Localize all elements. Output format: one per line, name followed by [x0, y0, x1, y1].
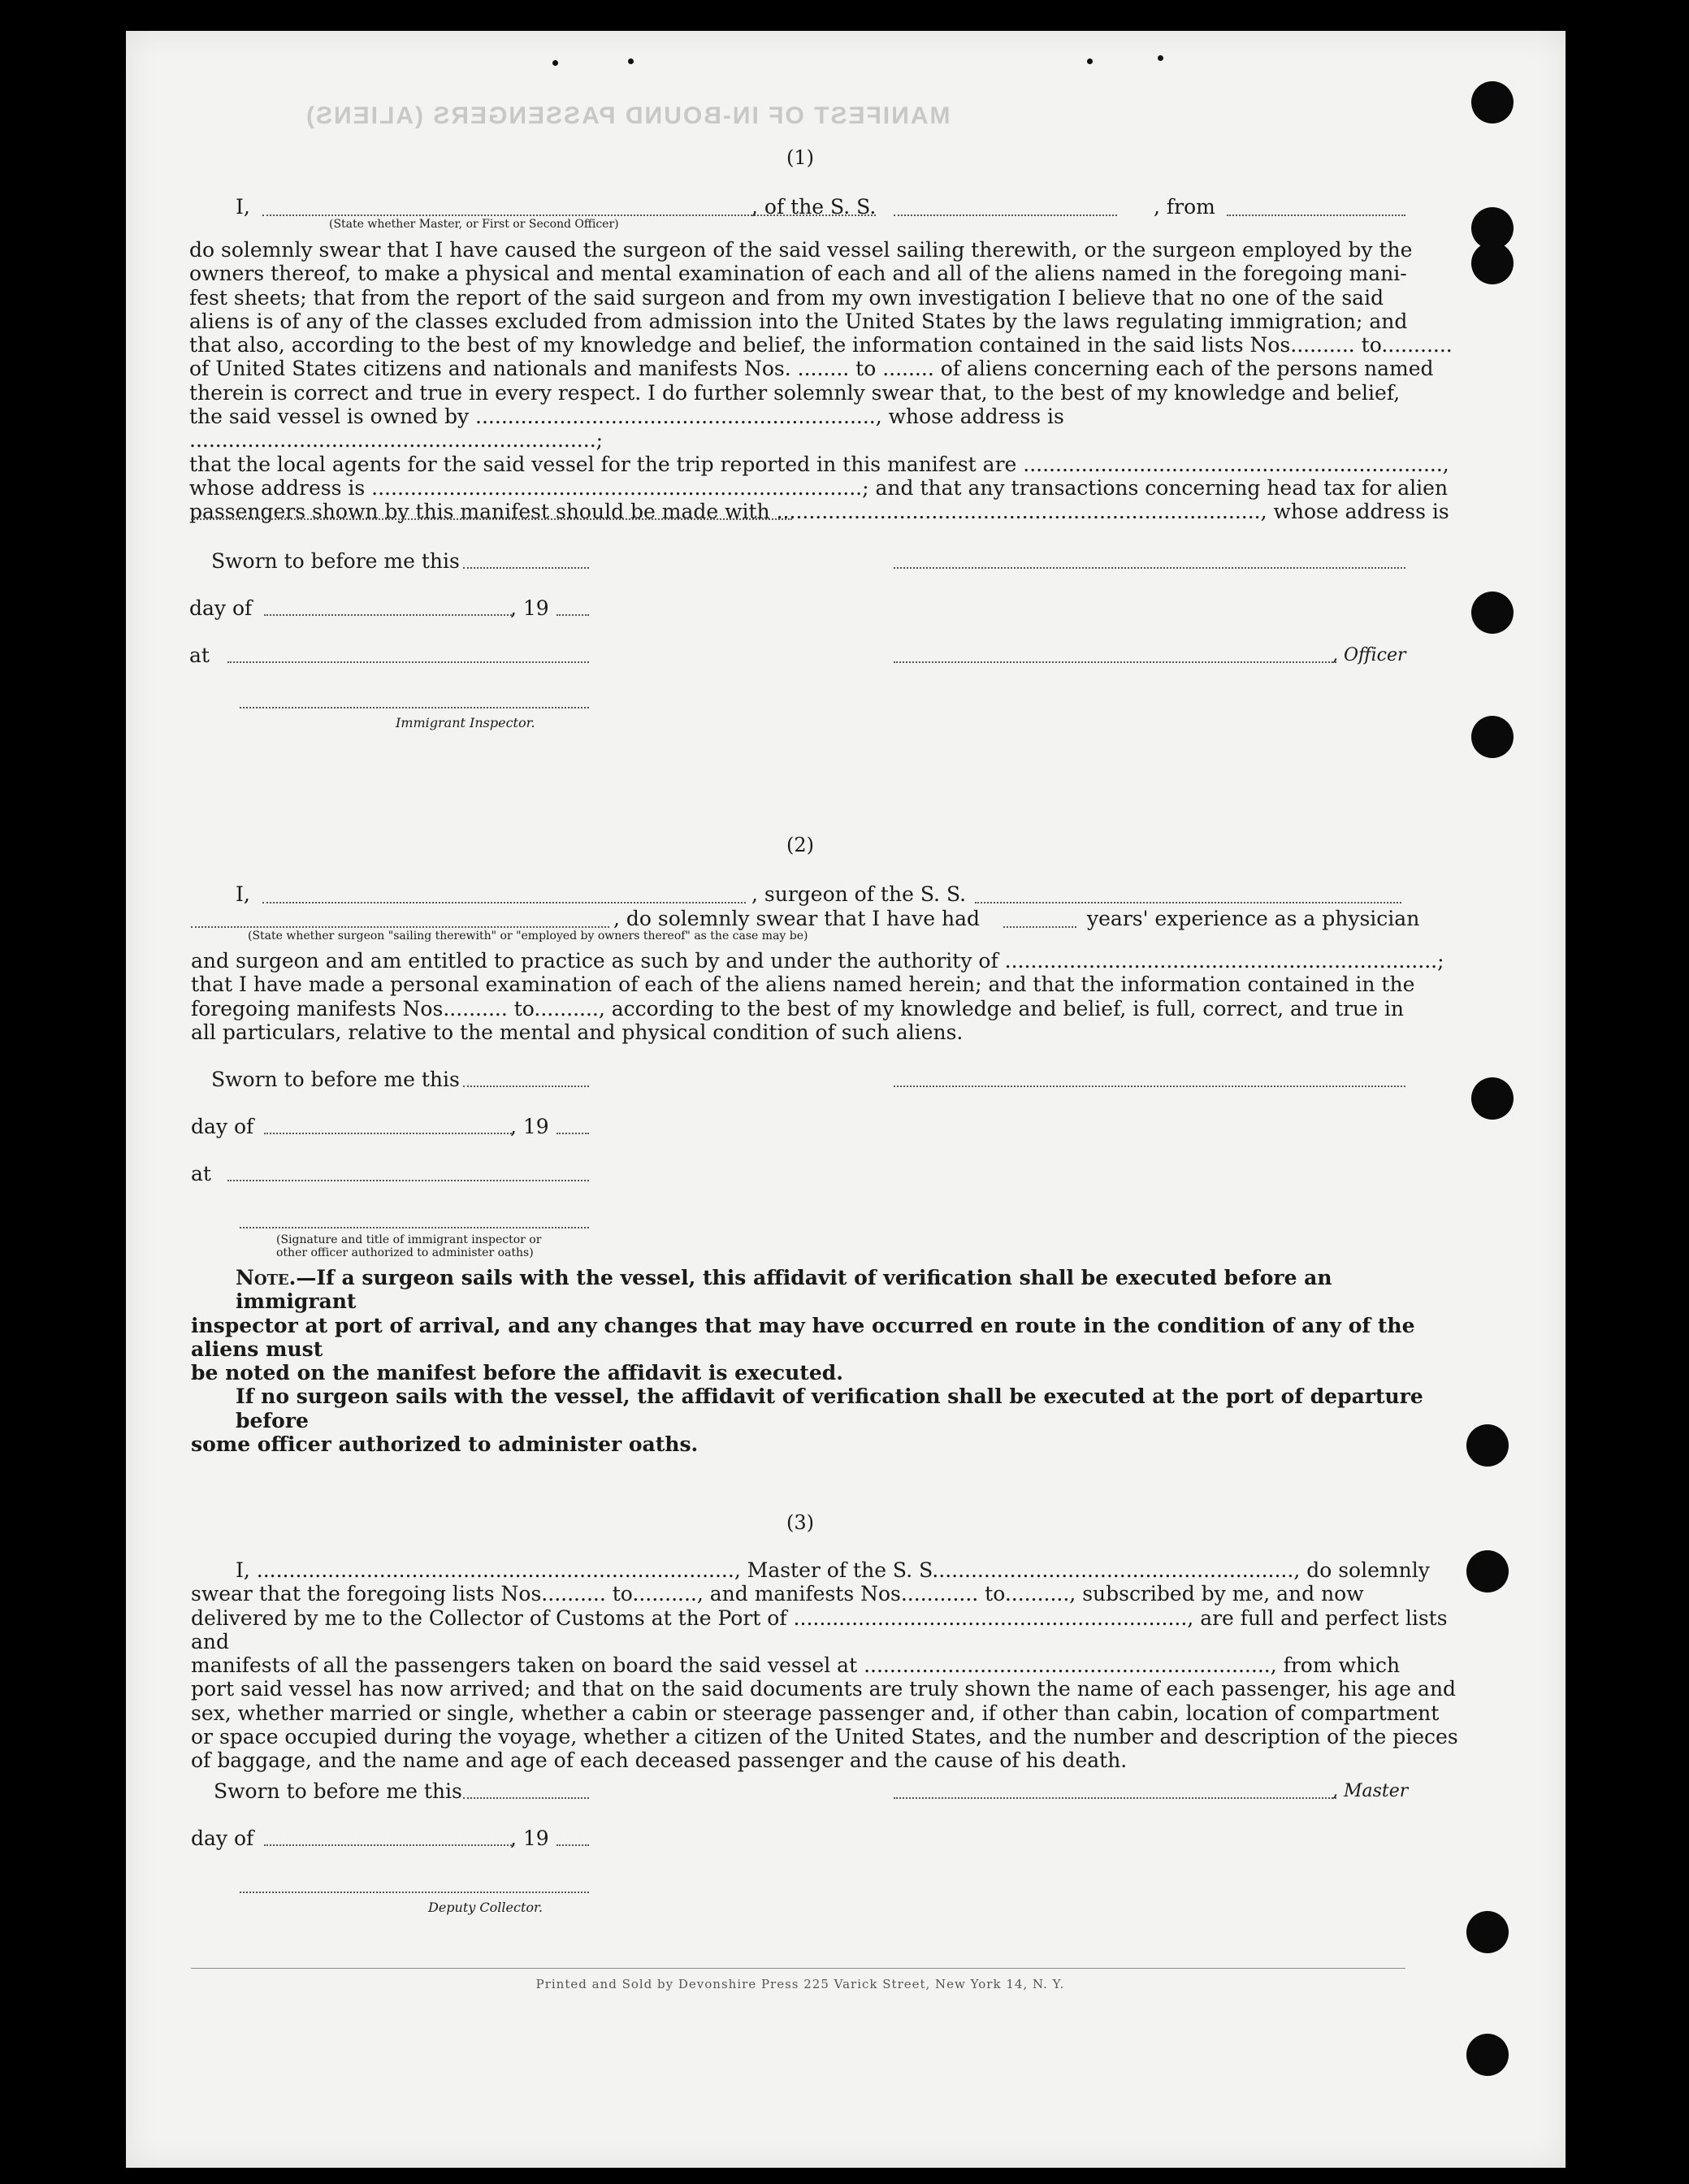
deputy-signature-blank — [240, 1892, 589, 1893]
section3-year-blank — [557, 1844, 589, 1846]
section3-day-blank — [264, 1844, 512, 1846]
punch-hole — [1471, 1077, 1514, 1120]
section3-deputy-label: Deputy Collector. — [428, 1900, 543, 1915]
section1-day-of: day of — [189, 596, 253, 620]
section3-body-line: I, .........................................................................., Master of the S. S........................................................, do solemnly — [236, 1558, 1430, 1582]
section1-body-line: passengers shown by this manifest should be made with ..........................................................................., whose address is — [189, 500, 1449, 524]
section1-body-line: owners thereof, to make a physical and mental examination of each and all of the aliens named in the foregoing mani- — [189, 262, 1407, 286]
punch-hole — [1466, 2034, 1509, 2076]
section1-from: , from — [1154, 195, 1215, 219]
section3-body-line: of baggage, and the name and age of each deceased passenger and the cause of his death. — [191, 1748, 1128, 1773]
section1-sworn: Sworn to before me this — [211, 549, 460, 573]
section1-of-ss: , of the S. S. — [751, 195, 877, 219]
speck-mark — [1087, 58, 1093, 64]
note-line: be noted on the manifest before the affidavit is executed. — [191, 1361, 843, 1385]
section2-note — [191, 1266, 1458, 1456]
section2-body-line: all particulars, relative to the mental and physical condition of such aliens. — [191, 1020, 964, 1044]
section1-body-line: that the local agents for the said vessel for the trip reported in this manifest are ................................................................., — [189, 452, 1449, 476]
section3-year: , 19 — [510, 1826, 549, 1850]
section3-body-line: swear that the foregoing lists Nos.......... to.........., and manifests Nos............ to.........., subscribed by me, and now — [191, 1582, 1364, 1606]
punch-hole — [1466, 1911, 1509, 1953]
section2-at: at — [191, 1162, 211, 1185]
punch-hole — [1471, 592, 1514, 634]
section3-body-line: delivered by me to the Collector of Customs at the Port of ............................................................., are full and perfect lists and — [191, 1606, 1448, 1653]
punch-hole — [1471, 81, 1514, 124]
section2-years: years' experience as a physician — [1087, 907, 1420, 930]
section2-swear: , do solemnly swear that I have had — [613, 907, 981, 930]
section1-year: , 19 — [510, 596, 549, 620]
vessel-name-blank — [894, 214, 1117, 216]
sworn-date-blank — [463, 567, 589, 569]
section1-line1-I: I, — [236, 195, 250, 219]
section1-officer-note: (State whether Master, or First or Second Officer) — [329, 218, 619, 231]
section1-officer-label: , Officer — [1332, 645, 1406, 665]
punch-hole — [1471, 716, 1514, 758]
section3-day-of: day of — [191, 1826, 254, 1850]
note-line — [191, 1266, 1458, 1314]
section2-status-note: (State whether surgeon "sailing therewith" or "employed by owners thereof" as the case may be) — [248, 930, 808, 942]
section2-number: (2) — [786, 834, 814, 856]
section3-body-line: or space occupied during the voyage, whether a citizen of the United States, and the number and description of the pieces — [191, 1725, 1458, 1749]
punch-hole — [1466, 1424, 1509, 1467]
section2-sworn: Sworn to before me this — [211, 1068, 460, 1091]
section2-sig-note-2: other officer authorized to administer oaths) — [276, 1246, 534, 1259]
section2-line1-I: I, — [236, 882, 250, 906]
inspector-signature-blank — [240, 707, 589, 708]
surgeon-status-blank — [191, 926, 609, 928]
master-signature-blank — [894, 1797, 1336, 1799]
section1-body-line: the said vessel is owned by .............................................................., whose address is ...............................................................; — [189, 405, 1064, 453]
section1-body-line: that also, according to the best of my knowledge and belief, the information contained in the said lists Nos.......... to........... — [189, 333, 1453, 358]
note-line: If no surgeon sails with the vessel, the affidavit of verification shall be executed at the port of departure before — [236, 1384, 1423, 1432]
section1-body-line: fest sheets; that from the report of the said surgeon and from my own investigation I believe that no one of the said — [189, 285, 1384, 310]
section3-sworn: Sworn to before me this — [214, 1779, 462, 1803]
address-continuation-blank — [191, 518, 792, 520]
section2-day-of: day of — [191, 1115, 254, 1138]
section1-body-line: aliens is of any of the classes excluded from admission into the United States by the laws regulating immigration; and — [189, 309, 1408, 333]
section1-body-line: therein is correct and true in every respect. I do further solemnly swear that, to the best of my knowledge and belief, — [189, 380, 1401, 405]
section2-sworn-blank — [463, 1086, 589, 1087]
day-month-blank — [264, 614, 512, 616]
section2-sig-note-1: (Signature and title of immigrant inspector or — [276, 1233, 542, 1246]
speck-mark — [1158, 55, 1163, 61]
section2-body-line: foregoing manifests Nos.......... to.........., according to the best of my knowledge and belief, is full, correct, and true in — [191, 996, 1404, 1020]
section1-body-line: whose address is ............................................................................; and that any transactions concerning head tax for alien — [189, 475, 1449, 500]
footer-rule — [191, 1968, 1405, 1969]
section2-day-blank — [264, 1133, 512, 1134]
section2-signature-blank — [894, 1086, 1405, 1087]
section2-vessel-blank — [975, 902, 1401, 904]
section3-body-line: port said vessel has now arrived; and that on the said documents are truly shown the name of each passenger, his age and — [191, 1677, 1457, 1701]
note-label: Note. — [236, 1266, 297, 1289]
section2-body-line: that I have made a personal examination of each of the aliens named herein; and that the information contained in the — [191, 973, 1415, 997]
year-blank — [557, 614, 589, 616]
surgeon-name-blank — [262, 902, 746, 904]
speck-mark — [628, 58, 634, 64]
section1-body-line: of United States citizens and nationals and manifests Nos. ........ to ........ of aliens concerning each of the persons named — [189, 357, 1434, 381]
punch-hole — [1466, 1550, 1509, 1592]
printer-imprint: Printed and Sold by Devonshire Press 225 Varick Street, New York 14, N. Y. — [535, 1977, 1065, 1991]
section2-place-blank — [227, 1180, 589, 1181]
section2-body-line: and surgeon and am entitled to practice as such by and under the authority of ...................................................................; — [191, 949, 1444, 973]
years-blank — [1003, 926, 1076, 928]
section1-inspector-label: Immigrant Inspector. — [396, 715, 535, 730]
officer-signature-blank-top — [894, 567, 1405, 569]
section3-number: (3) — [786, 1511, 814, 1534]
note-line: some officer authorized to administer oaths. — [191, 1432, 699, 1457]
note-text: —If a surgeon sails with the vessel, this affidavit of verification shall be executed before an immigrant — [236, 1266, 1332, 1314]
section3-body — [191, 1558, 1458, 1773]
bleedthrough-title: MANIFEST OF IN-BOUND PASSENGERS (ALIENS) — [305, 102, 951, 129]
section2-year: , 19 — [510, 1115, 549, 1138]
punch-hole — [1471, 242, 1514, 284]
section3-sworn-blank — [463, 1797, 589, 1799]
section2-year-blank — [557, 1133, 589, 1134]
officer-signature-blank — [894, 661, 1336, 663]
section2-surgeon-of-ss: , surgeon of the S. S. — [751, 882, 967, 906]
section1-at: at — [189, 644, 210, 667]
section1-number: (1) — [786, 146, 814, 169]
section1-body — [189, 238, 1457, 524]
section2-body — [191, 949, 1458, 1044]
section3-body-line: manifests of all the passengers taken on board the said vessel at ..............................................................., from which — [191, 1653, 1401, 1678]
section3-body-line: sex, whether married or single, whether a cabin or steerage passenger and, if other than cabin, location of compartment — [191, 1701, 1440, 1725]
speck-mark — [552, 60, 558, 66]
note-line: inspector at port of arrival, and any changes that may have occurred en route in the condition of any of the aliens must — [191, 1313, 1415, 1361]
section3-master-label: , Master — [1332, 1781, 1409, 1801]
document-page — [126, 31, 1566, 2168]
section1-body-line: do solemnly swear that I have caused the surgeon of the said vessel sailing therewith, or the surgeon employed by the — [189, 238, 1413, 262]
place-blank — [227, 661, 589, 663]
section2-inspector-blank — [240, 1227, 589, 1228]
from-port-blank — [1227, 214, 1405, 216]
